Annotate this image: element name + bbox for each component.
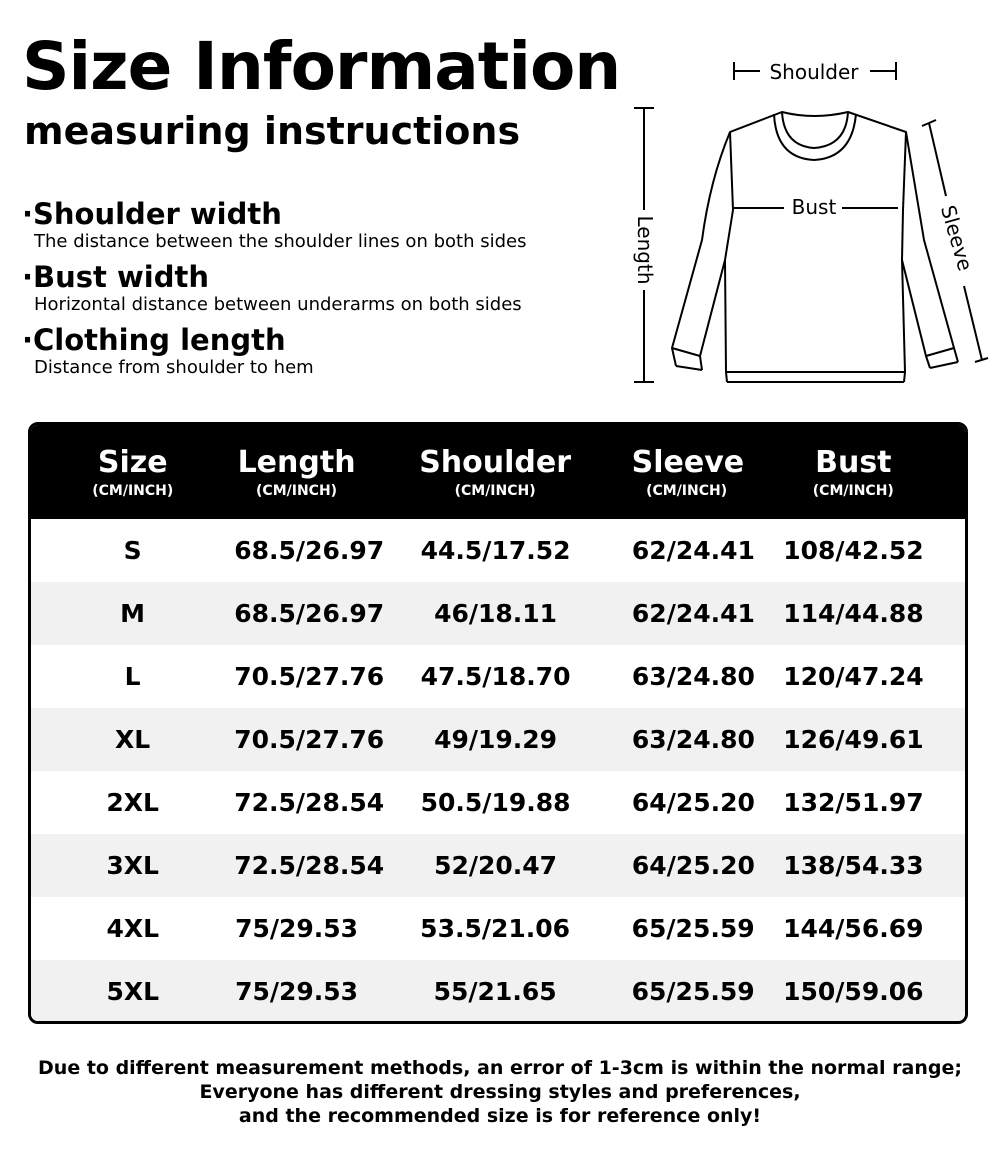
cell-sleeve: 62/24.41 (631, 536, 755, 565)
table-row (31, 771, 965, 834)
cell-size: S (123, 536, 142, 565)
note-line: and the recommended size is for reference only! (238, 1105, 762, 1127)
header-label: Length (237, 444, 356, 480)
cell-size: M (120, 599, 146, 628)
cell-shoulder: 47.5/18.70 (420, 662, 571, 691)
cell-sleeve: 63/24.80 (631, 725, 755, 754)
header-label: Sleeve (631, 444, 745, 480)
note-line: Due to different measurement methods, an error of 1-3cm is within the normal range; (38, 1057, 962, 1079)
table-row (31, 960, 965, 1023)
cell-length: 68.5/26.97 (234, 536, 385, 565)
table-row (31, 708, 965, 771)
cell-bust: 132/51.97 (783, 788, 924, 817)
sweater-diagram (620, 50, 995, 395)
cell-bust: 144/56.69 (783, 914, 924, 943)
disclaimer-note (0, 1056, 1000, 1128)
table-row (31, 834, 965, 897)
cell-shoulder: 55/21.65 (433, 977, 557, 1006)
cell-bust: 114/44.88 (783, 599, 924, 628)
cell-size: 3XL (106, 851, 159, 880)
table-row (31, 645, 965, 708)
cell-shoulder: 53.5/21.06 (420, 914, 571, 943)
instruction-heading: ·Clothing length (22, 323, 286, 357)
cell-length: 70.5/27.76 (234, 725, 385, 754)
header-length (235, 446, 359, 499)
instruction-heading: ·Bust width (22, 260, 209, 294)
cell-size: XL (115, 725, 151, 754)
note-line: Everyone has different dressing styles and preferences, (199, 1081, 801, 1103)
cell-sleeve: 65/25.59 (631, 977, 755, 1006)
header-unit: (CM/INCH) (812, 482, 894, 499)
cell-length: 72.5/28.54 (234, 851, 385, 880)
header-unit: (CM/INCH) (646, 482, 728, 499)
cell-bust: 138/54.33 (783, 851, 924, 880)
instruction-desc: The distance between the shoulder lines on both sides (34, 231, 527, 252)
instruction-length (22, 323, 314, 378)
header-bust (742, 446, 965, 499)
cell-size: L (124, 662, 141, 691)
table-body (31, 519, 965, 1023)
cell-length: 68.5/26.97 (234, 599, 385, 628)
cell-sleeve: 62/24.41 (631, 599, 755, 628)
shoulder-label: Shoulder (769, 60, 859, 84)
instruction-bust (22, 260, 522, 315)
sleeve-label: Sleeve (935, 202, 978, 274)
cell-sleeve: 64/25.20 (631, 851, 755, 880)
instruction-shoulder (22, 197, 527, 252)
instruction-heading: ·Shoulder width (22, 197, 282, 231)
header-unit: (CM/INCH) (454, 482, 536, 499)
cell-length: 75/29.53 (235, 914, 359, 943)
table-row (31, 519, 965, 582)
table-header (31, 425, 965, 519)
cell-size: 5XL (106, 977, 160, 1006)
cell-shoulder: 46/18.11 (434, 599, 558, 628)
cell-bust: 108/42.52 (783, 536, 924, 565)
cell-shoulder: 50.5/19.88 (420, 788, 571, 817)
header-label: Shoulder (419, 444, 572, 480)
cell-sleeve: 65/25.59 (631, 914, 755, 943)
header-label: Size (97, 444, 168, 480)
cell-length: 70.5/27.76 (234, 662, 385, 691)
header-unit: (CM/INCH) (256, 482, 338, 499)
table-row (31, 897, 965, 960)
header-sleeve (631, 444, 745, 499)
table-row (31, 582, 965, 645)
cell-bust: 120/47.24 (783, 662, 924, 691)
cell-size: 4XL (106, 914, 160, 943)
size-table (28, 422, 968, 1024)
header-shoulder (359, 446, 632, 499)
cell-shoulder: 52/20.47 (434, 851, 558, 880)
cell-length: 72.5/28.54 (234, 788, 385, 817)
bust-label: Bust (791, 195, 837, 219)
cell-size: 2XL (106, 788, 159, 817)
page-subtitle: measuring instructions (24, 109, 521, 153)
length-label: Length (633, 215, 657, 285)
instruction-desc: Horizontal distance between underarms on both sides (34, 294, 522, 315)
header-label: Bust (815, 444, 892, 480)
cell-sleeve: 64/25.20 (631, 788, 755, 817)
instruction-desc: Distance from shoulder to hem (34, 357, 314, 378)
cell-shoulder: 44.5/17.52 (420, 536, 571, 565)
cell-length: 75/29.53 (235, 977, 359, 1006)
header-unit: (CM/INCH) (92, 482, 174, 499)
cell-bust: 126/49.61 (783, 725, 924, 754)
cell-sleeve: 63/24.80 (631, 662, 755, 691)
cell-bust: 150/59.06 (783, 977, 924, 1006)
page-title: Size Information (22, 28, 621, 105)
header-size (31, 446, 235, 499)
cell-shoulder: 49/19.29 (434, 725, 558, 754)
sweater-outline (672, 112, 958, 382)
